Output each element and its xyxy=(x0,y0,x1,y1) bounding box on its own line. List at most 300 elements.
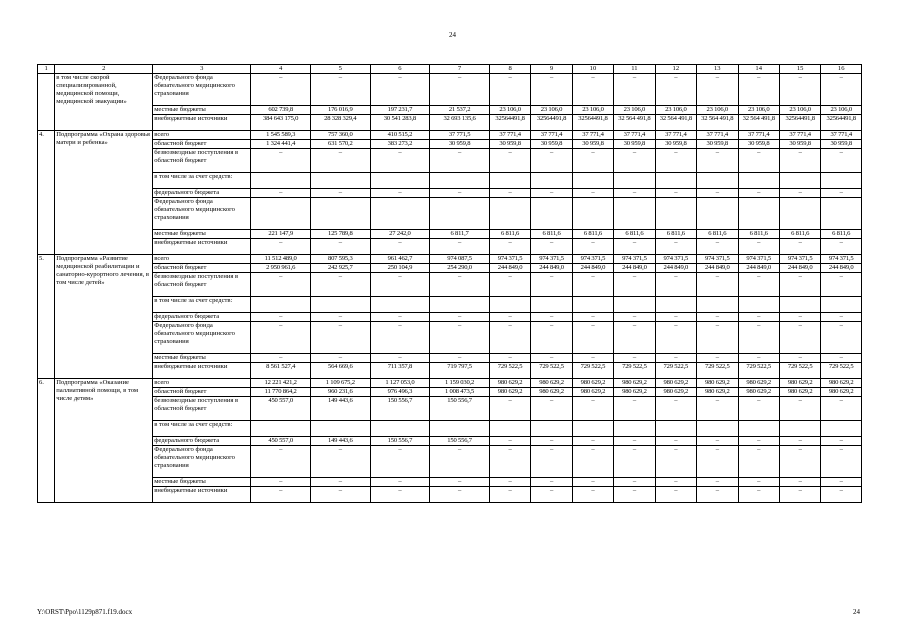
value-cell: – xyxy=(572,437,613,446)
value-cell: 974 371,5 xyxy=(614,255,655,264)
value-cell xyxy=(655,173,696,189)
value-cell: – xyxy=(430,322,490,354)
funding-source: всего xyxy=(153,379,251,388)
value-cell xyxy=(310,198,370,230)
value-cell: – xyxy=(779,189,820,198)
value-cell: – xyxy=(531,437,572,446)
program-name xyxy=(55,189,153,198)
program-name xyxy=(55,230,153,239)
value-cell: 149 443,6 xyxy=(310,437,370,446)
value-cell: – xyxy=(697,149,738,173)
table-row xyxy=(38,189,862,198)
value-cell: – xyxy=(614,354,655,363)
program-name xyxy=(55,313,153,322)
value-cell: – xyxy=(614,239,655,255)
value-cell: – xyxy=(489,149,530,173)
row-number xyxy=(38,322,55,354)
funding-source: местные бюджеты xyxy=(153,354,251,363)
value-cell xyxy=(370,421,430,437)
value-cell: 729 522,5 xyxy=(572,363,613,379)
value-cell xyxy=(489,297,530,313)
value-cell: 729 522,5 xyxy=(531,363,572,379)
value-cell: 37 771,4 xyxy=(655,131,696,140)
value-cell: 974 371,5 xyxy=(821,255,862,264)
funding-source: внебюджетные источники xyxy=(153,239,251,255)
program-name-text: в том числе скорой специализированной, медицинской помощи, медицинской эвакуации» xyxy=(56,74,127,105)
value-cell: 980 629,2 xyxy=(779,379,820,388)
header-cell: 3 xyxy=(153,65,251,74)
value-cell: 37 771,4 xyxy=(572,131,613,140)
value-cell: – xyxy=(572,74,613,106)
value-cell: – xyxy=(310,273,370,297)
value-cell: – xyxy=(531,322,572,354)
value-cell: – xyxy=(310,313,370,322)
funding-source: безвозмездные поступления в областной бюджет xyxy=(153,149,251,173)
value-cell: 1 545 589,3 xyxy=(251,131,311,140)
value-cell: – xyxy=(614,397,655,421)
value-cell: 729 522,5 xyxy=(614,363,655,379)
value-cell: 807 595,3 xyxy=(310,255,370,264)
value-cell: 30 959,8 xyxy=(489,140,530,149)
value-cell xyxy=(614,173,655,189)
funding-source: местные бюджеты xyxy=(153,478,251,487)
value-cell: – xyxy=(251,149,311,173)
value-cell: – xyxy=(370,446,430,478)
value-cell: 6 811,6 xyxy=(655,230,696,239)
value-cell: 974 371,5 xyxy=(738,255,779,264)
funding-source: в том числе за счет средств: xyxy=(153,297,251,313)
funding-source: местные бюджеты xyxy=(153,230,251,239)
value-cell: – xyxy=(531,273,572,297)
value-cell: 37 771,4 xyxy=(614,131,655,140)
table-row xyxy=(38,322,862,354)
row-number: 6. xyxy=(38,379,55,388)
value-cell: – xyxy=(531,478,572,487)
table-row xyxy=(38,239,862,255)
value-cell: 6 811,6 xyxy=(738,230,779,239)
value-cell: 980 629,2 xyxy=(489,388,530,397)
row-number xyxy=(38,313,55,322)
value-cell: 6 811,6 xyxy=(821,230,862,239)
value-cell xyxy=(489,421,530,437)
value-cell: – xyxy=(489,74,530,106)
value-cell: – xyxy=(572,322,613,354)
value-cell: – xyxy=(489,446,530,478)
table-row xyxy=(38,149,862,173)
value-cell: 150 556,7 xyxy=(430,437,490,446)
value-cell: – xyxy=(430,478,490,487)
table-row xyxy=(38,173,862,189)
program-name xyxy=(55,106,153,115)
row-number xyxy=(38,140,55,149)
value-cell: 974 371,5 xyxy=(489,255,530,264)
value-cell: – xyxy=(821,149,862,173)
value-cell: 21 537,2 xyxy=(430,106,490,115)
value-cell: 980 629,2 xyxy=(821,388,862,397)
value-cell xyxy=(430,173,490,189)
row-number xyxy=(38,397,55,421)
value-cell: 150 556,7 xyxy=(430,397,490,421)
value-cell: – xyxy=(779,239,820,255)
value-cell: 8 561 527,4 xyxy=(251,363,311,379)
value-cell: 980 629,2 xyxy=(697,388,738,397)
value-cell: 37 771,4 xyxy=(531,131,572,140)
value-cell: – xyxy=(370,239,430,255)
table-row xyxy=(38,478,862,487)
value-cell: – xyxy=(310,74,370,106)
value-cell: 30 959,8 xyxy=(655,140,696,149)
value-cell: 32 564 491,8 xyxy=(655,115,696,131)
value-cell xyxy=(738,198,779,230)
value-cell: 6 811,6 xyxy=(489,230,530,239)
value-cell: – xyxy=(310,354,370,363)
value-cell: 32 564 491,8 xyxy=(697,115,738,131)
program-name xyxy=(55,379,153,402)
value-cell: 980 629,2 xyxy=(614,379,655,388)
value-cell: 30 959,8 xyxy=(430,140,490,149)
row-number xyxy=(38,106,55,115)
value-cell xyxy=(531,198,572,230)
value-cell: 242 925,7 xyxy=(310,264,370,273)
value-cell xyxy=(697,421,738,437)
value-cell: 6 811,7 xyxy=(430,230,490,239)
table-row xyxy=(38,255,862,264)
value-cell: 980 629,2 xyxy=(614,388,655,397)
value-cell: 450 557,0 xyxy=(251,397,311,421)
program-name xyxy=(55,487,153,503)
value-cell: 980 629,2 xyxy=(738,379,779,388)
funding-source: внебюджетные источники xyxy=(153,115,251,131)
value-cell: 32 564 491,8 xyxy=(738,115,779,131)
value-cell: 12 221 421,2 xyxy=(251,379,311,388)
value-cell: 602 739,8 xyxy=(251,106,311,115)
value-cell: – xyxy=(614,313,655,322)
value-cell xyxy=(614,421,655,437)
value-cell: 32 564 491,8 xyxy=(614,115,655,131)
row-number xyxy=(38,478,55,487)
header-cell: 14 xyxy=(738,65,779,74)
value-cell: – xyxy=(370,149,430,173)
value-cell: – xyxy=(697,313,738,322)
header-cell: 7 xyxy=(430,65,490,74)
row-number xyxy=(38,487,55,503)
value-cell: – xyxy=(614,273,655,297)
value-cell: 150 556,7 xyxy=(370,397,430,421)
value-cell: 2 950 961,6 xyxy=(251,264,311,273)
value-cell: 6 811,6 xyxy=(531,230,572,239)
table-row xyxy=(38,264,862,273)
value-cell: – xyxy=(430,239,490,255)
value-cell: – xyxy=(821,487,862,503)
value-cell xyxy=(251,297,311,313)
value-cell: – xyxy=(251,189,311,198)
table-row xyxy=(38,363,862,379)
value-cell: 30 959,8 xyxy=(572,140,613,149)
header-cell: 13 xyxy=(697,65,738,74)
value-cell: 244 849,0 xyxy=(531,264,572,273)
value-cell: – xyxy=(370,189,430,198)
footer-file-path: Y:\ORST\Ppo\1129p871.f19.docx xyxy=(37,608,133,616)
value-cell xyxy=(738,173,779,189)
value-cell: 32564491,8 xyxy=(531,115,572,131)
value-cell: – xyxy=(697,446,738,478)
table-row xyxy=(38,487,862,503)
value-cell xyxy=(697,297,738,313)
value-cell: 729 522,5 xyxy=(738,363,779,379)
funding-source: внебюджетные источники xyxy=(153,363,251,379)
page-number-top: 24 xyxy=(449,31,456,39)
table-row xyxy=(38,397,862,421)
value-cell xyxy=(572,173,613,189)
value-cell xyxy=(531,173,572,189)
value-cell: – xyxy=(821,273,862,297)
value-cell: – xyxy=(614,478,655,487)
value-cell: – xyxy=(697,189,738,198)
value-cell: – xyxy=(738,487,779,503)
value-cell: – xyxy=(430,149,490,173)
table-row xyxy=(38,379,862,388)
program-name xyxy=(55,478,153,487)
value-cell: – xyxy=(614,74,655,106)
value-cell: – xyxy=(489,322,530,354)
value-cell: – xyxy=(821,354,862,363)
program-name xyxy=(55,446,153,478)
value-cell: – xyxy=(251,313,311,322)
value-cell: – xyxy=(738,397,779,421)
value-cell: – xyxy=(655,74,696,106)
program-name xyxy=(55,74,153,106)
value-cell: 244 849,0 xyxy=(821,264,862,273)
funding-source: федерального бюджета xyxy=(153,437,251,446)
funding-source: внебюджетные источники xyxy=(153,487,251,503)
value-cell: 980 629,2 xyxy=(655,379,696,388)
value-cell xyxy=(697,198,738,230)
value-cell: – xyxy=(310,149,370,173)
program-name xyxy=(55,149,153,173)
program-name xyxy=(55,297,153,313)
value-cell: – xyxy=(251,273,311,297)
value-cell: – xyxy=(655,189,696,198)
row-number xyxy=(38,437,55,446)
value-cell: – xyxy=(430,354,490,363)
value-cell xyxy=(779,173,820,189)
value-cell: 729 522,5 xyxy=(779,363,820,379)
value-cell: – xyxy=(655,354,696,363)
value-cell xyxy=(251,421,311,437)
funding-source: федерального бюджета xyxy=(153,189,251,198)
value-cell: 976 496,3 xyxy=(370,388,430,397)
value-cell: – xyxy=(655,313,696,322)
value-cell: 176 016,9 xyxy=(310,106,370,115)
value-cell: – xyxy=(655,149,696,173)
value-cell: 974 371,5 xyxy=(531,255,572,264)
value-cell: – xyxy=(821,478,862,487)
value-cell: – xyxy=(531,313,572,322)
value-cell: – xyxy=(655,239,696,255)
program-name-text: Подпрограмма «Охрана здоровья матери и ребенка» xyxy=(56,131,150,146)
value-cell: – xyxy=(779,149,820,173)
program-name xyxy=(55,198,153,230)
value-cell: – xyxy=(370,354,430,363)
value-cell: 980 629,2 xyxy=(779,388,820,397)
value-cell: – xyxy=(697,354,738,363)
row-number xyxy=(38,74,55,106)
value-cell: – xyxy=(614,487,655,503)
value-cell: 23 106,0 xyxy=(655,106,696,115)
value-cell: – xyxy=(531,74,572,106)
value-cell: 27 242,0 xyxy=(370,230,430,239)
value-cell: – xyxy=(531,149,572,173)
value-cell: – xyxy=(779,487,820,503)
value-cell: – xyxy=(738,74,779,106)
value-cell: 244 849,0 xyxy=(697,264,738,273)
value-cell: – xyxy=(489,239,530,255)
value-cell: 30 959,8 xyxy=(531,140,572,149)
program-name xyxy=(55,255,153,286)
value-cell: – xyxy=(430,189,490,198)
value-cell: 410 515,2 xyxy=(370,131,430,140)
value-cell: 757 360,0 xyxy=(310,131,370,140)
value-cell: – xyxy=(531,487,572,503)
value-cell: 30 959,8 xyxy=(779,140,820,149)
header-cell: 12 xyxy=(655,65,696,74)
funding-source: областной бюджет xyxy=(153,140,251,149)
program-name-text: Подпрограмма «Развитие медицинской реабилитации и санаторно-курортного лечения, в том числе детей» xyxy=(56,255,150,286)
value-cell: – xyxy=(310,322,370,354)
value-cell: 37 771,4 xyxy=(738,131,779,140)
funding-source: всего xyxy=(153,131,251,140)
value-cell: 1 109 675,2 xyxy=(310,379,370,388)
value-cell: 6 811,6 xyxy=(614,230,655,239)
value-cell: – xyxy=(821,239,862,255)
value-cell: 28 328 329,4 xyxy=(310,115,370,131)
value-cell: – xyxy=(572,354,613,363)
value-cell: 32564491,8 xyxy=(572,115,613,131)
row-number xyxy=(38,446,55,478)
value-cell: – xyxy=(430,74,490,106)
value-cell: – xyxy=(738,149,779,173)
value-cell: 980 629,2 xyxy=(572,388,613,397)
value-cell: – xyxy=(821,446,862,478)
value-cell: – xyxy=(738,437,779,446)
value-cell: 719 797,5 xyxy=(430,363,490,379)
value-cell: 23 106,0 xyxy=(572,106,613,115)
row-number xyxy=(38,363,55,379)
value-cell xyxy=(310,297,370,313)
program-name xyxy=(55,131,153,146)
value-cell xyxy=(572,297,613,313)
value-cell: 197 231,7 xyxy=(370,106,430,115)
footer-page-number: 24 xyxy=(853,608,860,616)
value-cell: – xyxy=(697,322,738,354)
value-cell: – xyxy=(572,149,613,173)
value-cell: – xyxy=(310,446,370,478)
value-cell: – xyxy=(655,437,696,446)
value-cell: 23 106,0 xyxy=(531,106,572,115)
funding-source: областной бюджет xyxy=(153,388,251,397)
value-cell: – xyxy=(370,313,430,322)
value-cell: – xyxy=(370,322,430,354)
funding-source: безвозмездные поступления в областной бюджет xyxy=(153,273,251,297)
table-row xyxy=(38,140,862,149)
value-cell xyxy=(614,297,655,313)
value-cell xyxy=(370,198,430,230)
value-cell: 1 127 053,0 xyxy=(370,379,430,388)
header-cell: 9 xyxy=(531,65,572,74)
value-cell: 23 106,0 xyxy=(821,106,862,115)
value-cell: 1 324 441,4 xyxy=(251,140,311,149)
value-cell xyxy=(430,421,490,437)
value-cell: 23 106,0 xyxy=(697,106,738,115)
value-cell: – xyxy=(779,74,820,106)
value-cell: 250 104,9 xyxy=(370,264,430,273)
value-cell: 244 849,0 xyxy=(655,264,696,273)
value-cell: – xyxy=(531,354,572,363)
value-cell: – xyxy=(779,446,820,478)
value-cell: 32 693 135,6 xyxy=(430,115,490,131)
value-cell: – xyxy=(430,273,490,297)
value-cell xyxy=(251,198,311,230)
value-cell: 30 959,8 xyxy=(821,140,862,149)
value-cell: – xyxy=(655,487,696,503)
value-cell: 32564491,8 xyxy=(489,115,530,131)
value-cell: – xyxy=(531,239,572,255)
table-row xyxy=(38,106,862,115)
value-cell: 244 849,0 xyxy=(738,264,779,273)
funding-source: Федерального фонда обязательного медицинского страхования xyxy=(153,74,251,106)
value-cell: 980 629,2 xyxy=(655,388,696,397)
header-cell: 4 xyxy=(251,65,311,74)
value-cell: – xyxy=(614,437,655,446)
row-number: 5. xyxy=(38,255,55,264)
value-cell: – xyxy=(655,397,696,421)
value-cell xyxy=(614,198,655,230)
value-cell xyxy=(821,297,862,313)
value-cell: – xyxy=(655,273,696,297)
row-number xyxy=(38,189,55,198)
value-cell: 149 443,6 xyxy=(310,397,370,421)
value-cell: – xyxy=(738,354,779,363)
table-row xyxy=(38,115,862,131)
value-cell: 631 570,2 xyxy=(310,140,370,149)
value-cell: 980 629,2 xyxy=(531,379,572,388)
value-cell: – xyxy=(697,397,738,421)
value-cell: – xyxy=(370,487,430,503)
value-cell: – xyxy=(251,354,311,363)
header-cell: 5 xyxy=(310,65,370,74)
value-cell: 23 106,0 xyxy=(779,106,820,115)
value-cell: 244 849,0 xyxy=(572,264,613,273)
value-cell: – xyxy=(531,446,572,478)
row-number xyxy=(38,264,55,273)
value-cell: – xyxy=(370,74,430,106)
header-cell: 1 xyxy=(38,65,55,74)
value-cell: – xyxy=(697,437,738,446)
value-cell: – xyxy=(489,487,530,503)
value-cell: – xyxy=(738,189,779,198)
value-cell: – xyxy=(489,273,530,297)
value-cell xyxy=(821,198,862,230)
value-cell xyxy=(697,173,738,189)
value-cell xyxy=(655,421,696,437)
value-cell xyxy=(821,421,862,437)
row-number xyxy=(38,273,55,297)
value-cell: – xyxy=(738,322,779,354)
program-name xyxy=(55,354,153,363)
value-cell: 980 629,2 xyxy=(489,379,530,388)
value-cell: – xyxy=(738,239,779,255)
value-cell: 1 159 030,2 xyxy=(430,379,490,388)
